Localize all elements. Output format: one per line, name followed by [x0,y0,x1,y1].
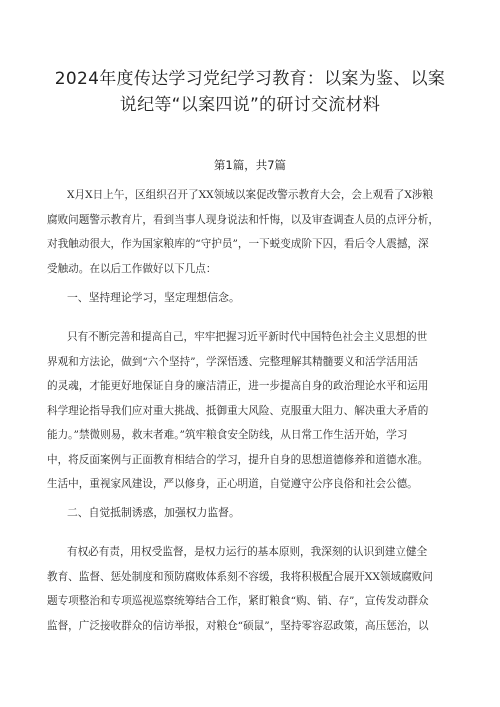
paragraph-3 [47,540,457,638]
paragraph-line: 对我触动很大，作为国家粮库的“守护员”，一下蜕变成阶下囚，看后令人震撼，深 [47,238,429,250]
paragraph-line: 监督，广泛接收群众的信访举报，对粮仓“硕鼠”，坚持零容忍政策，高压惩治，以 [47,619,429,632]
title-line-1: 2024年度传达学习党纪学习教育：以案为鉴、以案 [54,69,446,89]
paragraph-line: 教育、监督、惩处制度和预防腐败体系刻不容缓，我将积极配合展开XX领域腐败问 [47,570,433,583]
document-title [40,66,460,118]
paragraph-line: 生活中，重视家风建设，严以修身，正心明道，自觉遵守公序良俗和社会公德。 [47,478,418,490]
paragraph-line: 受触动。在以后工作做好以下几点： [47,262,217,275]
paragraph-line: 有权必有责，用权受监督，是权力运行的基本原则，我深刻的认识到建立健全 [67,546,428,558]
section-heading-2: 二、自觉抵制诱惑，加强权力监督。 [67,506,240,519]
paragraph-line: 只有不断完善和提高自己，牢牢把握习近平新时代中国特色社会主义思想的世 [67,331,428,343]
paragraph-line: 中，将反面案例与正面教育相结合的学习，提升自身的思想道德修养和道德水准。 [47,453,429,466]
paragraph-line: 题专项整治和专项巡视巡察统筹结合工作，紧盯粮食“购、销、存”，宣传发动群众 [47,595,429,607]
paragraph-line: X月X日上午，区组织召开了XX领域以案促改警示教育大会，会上观看了X涉粮 [67,189,434,201]
section-heading-1: 一、坚持理论学习，坚定理想信念。 [67,291,240,304]
paragraph-line: 界观和方法论，做到“六个坚持”，学深悟透、完整理解其精髓要义和活学活用活 [47,355,419,368]
paragraph-line: 科学理论指导我们应对重大挑战、抵御重大风险、克服重大阻力、解决重大矛盾的 [47,404,429,417]
paragraph-line: 能力。”禁微则易，救末者难。”筑牢粮食安全防线，从日常工作生活开始，学习 [47,429,408,441]
paragraph-line: 腐败问题警示教育片，看到当事人现身说法和忏悔，以及审查调查人员的点评分析， [47,213,439,226]
part-label: 第1篇，共7篇 [213,158,287,172]
title-line-2: 说纪等“以案四说”的研讨交流材料 [119,95,381,115]
paragraph-1 [47,183,457,281]
paragraph-2 [47,325,457,497]
paragraph-line: 的灵魂，才能更好地保证自身的廉洁清正，进一步提高自身的政治理论水平和运用 [47,380,429,392]
